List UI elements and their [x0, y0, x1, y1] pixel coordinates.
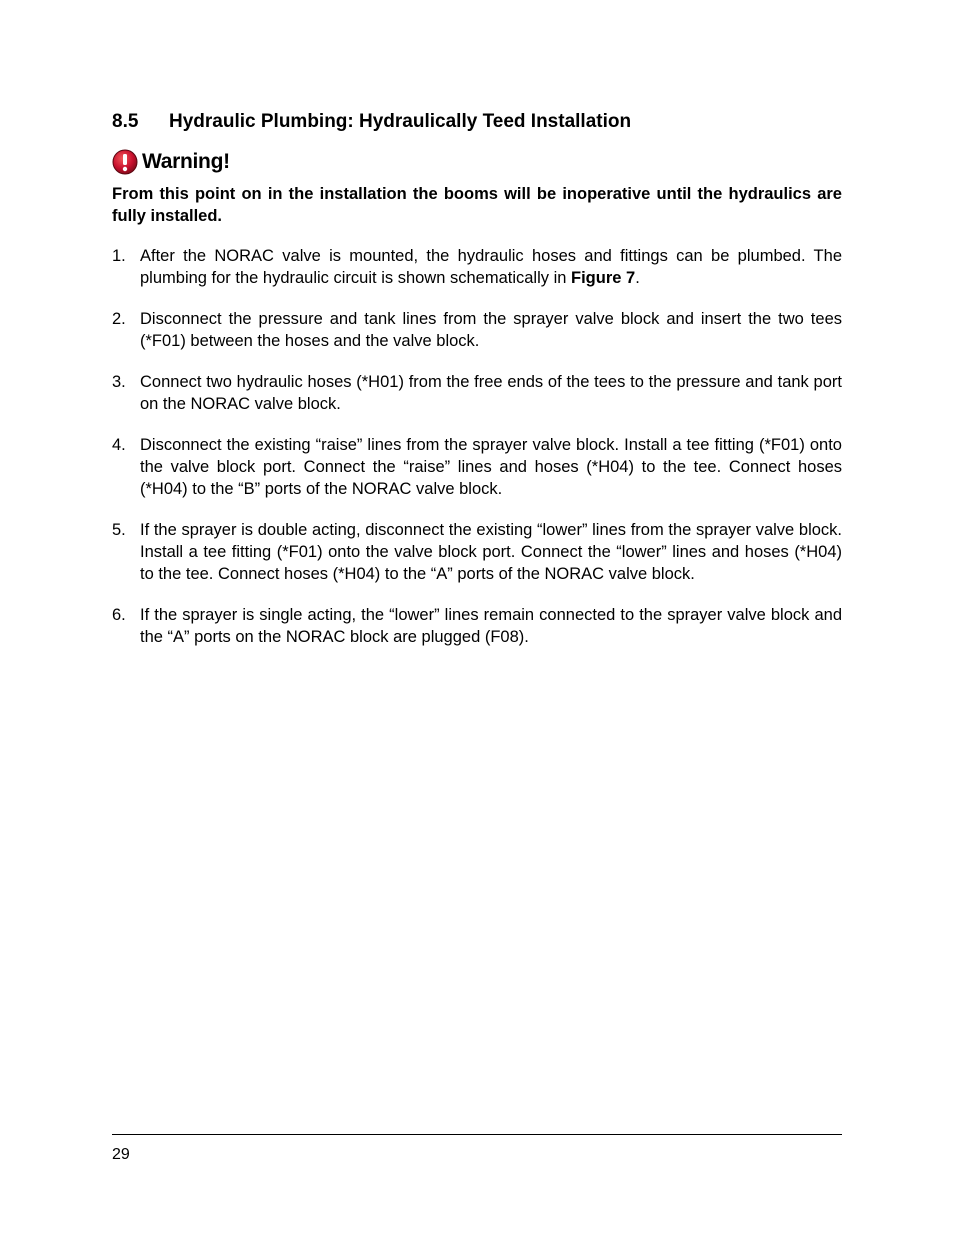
list-item	[112, 308, 842, 352]
warning-label: Warning!	[142, 150, 230, 173]
step-number: 1.	[112, 247, 126, 265]
step-text: If the sprayer is single acting, the “lower” lines remain connected to the sprayer valve block and the “A” ports on the NORAC block are plugged (F08).	[140, 606, 842, 646]
warning-header	[112, 148, 230, 176]
page-number: 29	[112, 1146, 130, 1163]
figure-reference: Figure 7	[571, 269, 636, 287]
step-text-end: .	[635, 269, 640, 287]
step-text: After the NORAC valve is mounted, the hydraulic hoses and fittings can be plumbed. The plumbing for the hydraulic circuit is shown schematically in	[140, 247, 842, 287]
warning-text: From this point on in the installation the booms will be inoperative until the hydraulics are fully installed.	[112, 185, 842, 225]
list-item	[112, 434, 842, 500]
step-text: If the sprayer is double acting, disconnect the existing “lower” lines from the sprayer valve block. Install a tee fitting (*F01) onto the valve block port. Connect the “lower” lines and hoses (*H04) to the tee. Connect hoses (*H04) to the “A” ports of the NORAC valve block.	[140, 521, 842, 583]
step-number: 2.	[112, 310, 126, 328]
section-heading	[112, 111, 631, 133]
list-item	[112, 604, 842, 648]
step-text: Connect two hydraulic hoses (*H01) from the free ends of the tees to the pressure and tank port on the NORAC valve block.	[140, 373, 842, 413]
warning-icon	[112, 149, 138, 175]
footer-divider	[112, 1134, 842, 1135]
step-number: 4.	[112, 436, 126, 454]
list-item	[112, 371, 842, 415]
section-title: Hydraulic Plumbing: Hydraulically Teed Installation	[169, 111, 632, 132]
step-text: Disconnect the existing “raise” lines from the sprayer valve block. Install a tee fitting (*F01) onto the valve block port. Connect the “raise” lines and hoses (*H04) to the tee. Connect hoses (*H04) to the “B” ports of the NORAC valve block.	[140, 436, 842, 498]
step-number: 3.	[112, 373, 126, 391]
step-number: 5.	[112, 521, 126, 539]
list-item	[112, 245, 842, 289]
step-text: Disconnect the pressure and tank lines from the sprayer valve block and insert the two tees (*F01) between the hoses and the valve block.	[140, 310, 842, 350]
list-item	[112, 519, 842, 585]
section-number: 8.5	[112, 111, 139, 132]
step-number: 6.	[112, 606, 126, 624]
installation-steps	[112, 245, 842, 667]
